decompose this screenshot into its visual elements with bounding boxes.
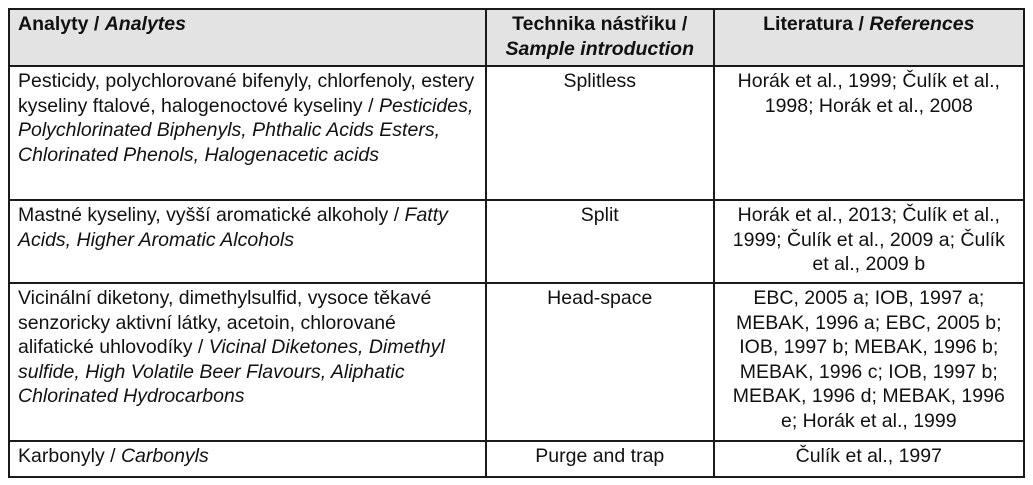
header-row xyxy=(9,9,1024,66)
references-cell: Horák et al., 2013; Čulík et al., 1999; Čulík et al., 2009 a; Čulík et al., 2009 b xyxy=(714,200,1024,283)
references-cell: Horák et al., 1999; Čulík et al., 1998; Horák et al., 2008 xyxy=(714,66,1024,200)
analytes-en: Vicinal Diketones, Dimethyl sulfide, High Volatile Beer Flavours, Aliphatic Chlorinated Hydrocarbons xyxy=(18,336,445,407)
header-analytes xyxy=(9,9,486,66)
header-references-cz: Literatura / xyxy=(763,13,870,35)
analytes-en: Fatty Acids, Higher Aromatic Alcohols xyxy=(18,204,448,251)
header-technique-cz: Technika nástřiku / xyxy=(512,13,688,35)
analytes-en: Pesticides, Polychlorinated Biphenyls, Phthalic Acids Esters, Chlorinated Phenols, Halogenacetic acids xyxy=(18,94,474,166)
header-analytes-cz: Analyty / xyxy=(18,13,105,35)
references-cell: EBC, 2005 a; IOB, 1997 a; MEBAK, 1996 a; EBC, 2005 b; IOB, 1997 b; MEBAK, 1996 b; MEBAK, 1996 c; IOB, 1997 b; MEBAK, 1996 d; MEBAK, 1996 e; Horák et al., 1999 xyxy=(714,283,1024,441)
table-row xyxy=(9,283,1024,441)
header-references-en: References xyxy=(869,13,975,35)
technique-cell: Head-space xyxy=(486,283,714,441)
header-references xyxy=(714,9,1024,66)
technique-cell: Split xyxy=(486,200,714,283)
analytes-cell xyxy=(9,200,486,283)
analytes-cell xyxy=(9,66,486,200)
analytes-en: Carbonyls xyxy=(120,445,209,467)
analytes-cell xyxy=(9,441,486,477)
table-row xyxy=(9,441,1024,477)
header-technique xyxy=(486,9,714,66)
technique-cell: Purge and trap xyxy=(486,441,714,477)
technique-cell: Splitless xyxy=(486,66,714,200)
header-technique-en: Sample introduction xyxy=(505,37,695,60)
analytes-cz: Karbonyly / xyxy=(18,445,121,467)
header-analytes-en: Analytes xyxy=(104,13,186,35)
table-row xyxy=(9,200,1024,283)
analytes-cz: Pesticidy, polychlorované bifenyly, chlorfenoly, estery kyseliny ftalové, halogenoctové kyseliny / xyxy=(18,70,475,117)
analytes-cz: Vicinální diketony, dimethylsulfid, vysoce těkavé senzoricky aktivní látky, acetoin, chlorované alifatické uhlovodíky / xyxy=(18,287,432,358)
references-cell: Čulík et al., 1997 xyxy=(714,441,1024,477)
analytes-table xyxy=(8,8,1025,478)
analytes-cell xyxy=(9,283,486,441)
table-row xyxy=(9,66,1024,200)
analytes-cz: Mastné kyseliny, vyšší aromatické alkoholy / xyxy=(18,204,405,226)
